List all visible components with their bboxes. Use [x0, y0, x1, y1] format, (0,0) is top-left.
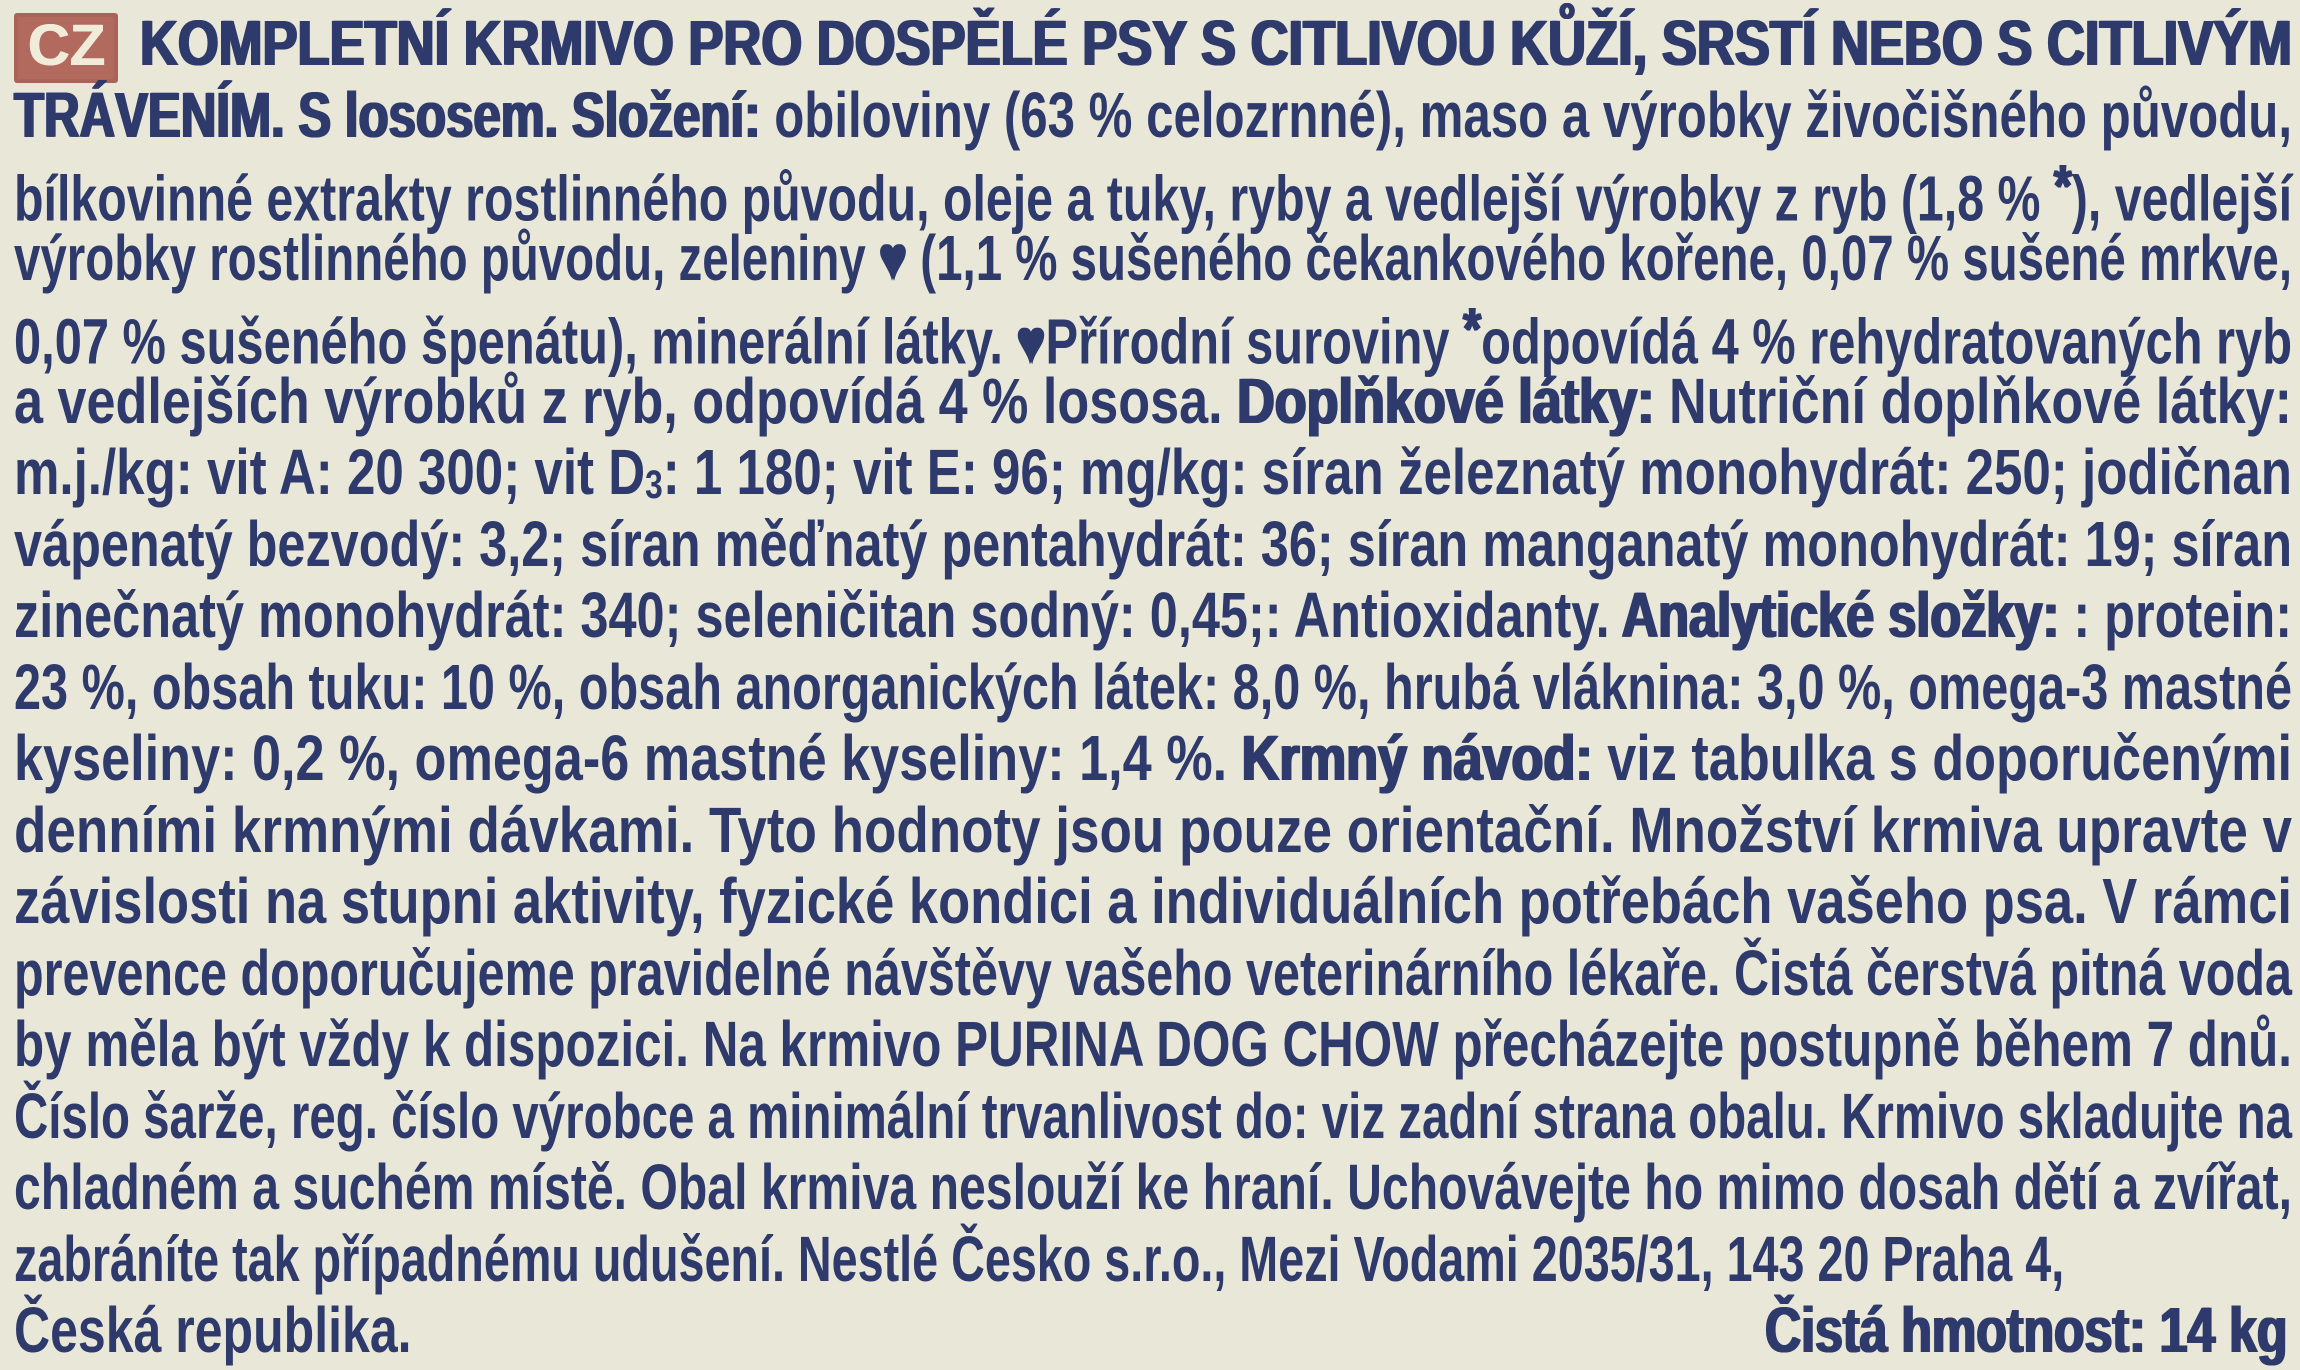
text-segment: Přírodní suroviny — [1045, 305, 1464, 378]
line-text — [14, 1152, 2292, 1224]
text-line-8 — [14, 509, 2292, 581]
line-text — [14, 223, 2292, 295]
text-line-15 — [14, 1009, 2292, 1081]
line-text — [14, 1295, 412, 1367]
text-line-9 — [14, 580, 2292, 652]
text-segment: Česká republika. — [14, 1294, 412, 1366]
text-segment: zabráníte tak případnému udušení. Nestlé Česko s.r.o., Mezi Vodami 2035/31, 143 20 Praha 4, — [14, 1222, 2065, 1295]
line-text — [14, 938, 2292, 1010]
text-segment: : protein: — [2059, 579, 2292, 651]
text-line-13 — [14, 866, 2292, 938]
text-segment: Číslo šarže, reg. číslo výrobce a minimální trvanlivost do: viz zadní strana obalu. Krmivo skladujte na — [14, 1079, 2292, 1152]
text-segment: TRÁVENÍM. S lososem. Složení: — [14, 78, 761, 151]
asterisk-note-marker: * — [1463, 295, 1482, 363]
text-segment: výrobky rostlinného původu, zeleniny — [14, 221, 879, 294]
text-segment: KOMPLETNÍ KRMIVO PRO DOSPĚLÉ PSY S CITLIVOU KŮŽÍ, SRSTÍ NEBO S CITLIVÝM — [140, 7, 2292, 79]
line-text — [14, 366, 2292, 438]
line-text — [14, 652, 2292, 724]
text-segment: vápenatý bezvodý: 3,2; síran měďnatý pentahydrát: 36; síran manganatý monohydrát: 19; síran — [14, 507, 2292, 580]
text-line-5 — [14, 294, 2292, 378]
line-text — [14, 866, 2292, 938]
cz-country-badge: CZ — [14, 13, 118, 83]
text-line-14 — [14, 938, 2292, 1010]
text-line-17 — [14, 1152, 2292, 1224]
text-segment: chladném a suchém místě. Obal krmiva neslouží ke hraní. Uchovávejte ho mimo dosah dětí a zvířat, — [14, 1151, 2292, 1223]
line-text — [14, 1224, 2064, 1296]
text-line-7 — [14, 437, 2292, 509]
asterisk-note-marker: * — [2053, 152, 2072, 220]
line-text — [14, 723, 2292, 795]
text-segment: prevence doporučujeme pravidelné návštěvy vašeho veterinárního lékaře. Čistá čerstvá pitná voda — [14, 936, 2292, 1009]
text-segment: odpovídá 4 % rehydratovaných ryb — [1481, 305, 2292, 378]
text-segment: (1,1 % sušeného čekankového kořene, 0,07 % sušené mrkve, — [907, 221, 2292, 294]
text-segment: 23 %, obsah tuku: 10 %, obsah anorganických látek: 8,0 %, hrubá vláknina: 3,0 %, omega-3 mastné — [14, 650, 2292, 723]
text-line-18 — [14, 1224, 2292, 1296]
text-line-1 — [14, 8, 2292, 80]
text-line-16 — [14, 1081, 2292, 1153]
heart-icon: ♥ — [1016, 305, 1046, 378]
text-line-2 — [14, 80, 2292, 152]
line-text — [14, 509, 2292, 581]
text-segment: závislosti na stupni aktivity, fyzické kondici a individuálních potřebách vašeho psa. V rámci — [14, 865, 2292, 937]
net-weight: Čistá hmotnost: 14 kg — [1765, 1294, 2288, 1366]
text-segment: by měla být vždy k dispozici. Na krmivo PURINA DOG CHOW přecházejte postupně během 7 dnů. — [14, 1008, 2292, 1080]
line-text — [14, 80, 2292, 152]
line-text — [140, 8, 2292, 80]
text-line-6 — [14, 366, 2292, 438]
heart-icon: ♥ — [878, 221, 908, 294]
text-segment: : 1 180; vit E: 96; mg/kg: síran železnatý monohydrát: 250; jodičnan — [662, 436, 2292, 508]
text-segment: Doplňkové látky: — [1237, 364, 1655, 437]
subscript-text: 3 — [645, 462, 663, 507]
text-line-3 — [14, 151, 2292, 235]
text-segment: Krmný návod: — [1241, 722, 1593, 794]
text-line-19 — [14, 1295, 2292, 1367]
line-text — [14, 1081, 2292, 1153]
text-segment: bílkovinné extrakty rostlinného původu, oleje a tuky, ryby a vedlejší výrobky z ryb (1,8 % — [14, 162, 2054, 235]
text-line-12 — [14, 795, 2292, 867]
text-segment: Nutriční doplňkové látky: — [1654, 364, 2292, 437]
line-text — [14, 1009, 2292, 1081]
text-line-10 — [14, 652, 2292, 724]
text-line-4 — [14, 223, 2292, 295]
text-segment: 0,07 % sušeného špenátu), minerální látky. — [14, 305, 1017, 378]
text-segment: viz tabulka s doporučenými — [1592, 722, 2292, 794]
line-text — [14, 580, 2292, 652]
text-segment: obiloviny (63 % celozrnné), maso a výrobky živočišného původu, — [760, 78, 2293, 151]
text-segment: Analytické složky: — [1621, 579, 2060, 651]
text-line-11 — [14, 723, 2292, 795]
text-segment: m.j./kg: vit A: 20 300; vit D — [14, 436, 646, 508]
line-text — [14, 795, 2292, 867]
text-segment: ), vedlejší — [2071, 162, 2292, 235]
text-segment: a vedlejších výrobků z ryb, odpovídá 4 % lososa. — [14, 364, 1238, 437]
text-segment: zinečnatý monohydrát: 340; seleničitan sodný: 0,45;: Antioxidanty. — [14, 579, 1622, 651]
text-segment: denními krmnými dávkami. Tyto hodnoty jsou pouze orientační. Množství krmiva upravte v — [14, 793, 2292, 866]
text-segment: kyseliny: 0,2 %, omega-6 mastné kyseliny: 1,4 %. — [14, 722, 1242, 794]
